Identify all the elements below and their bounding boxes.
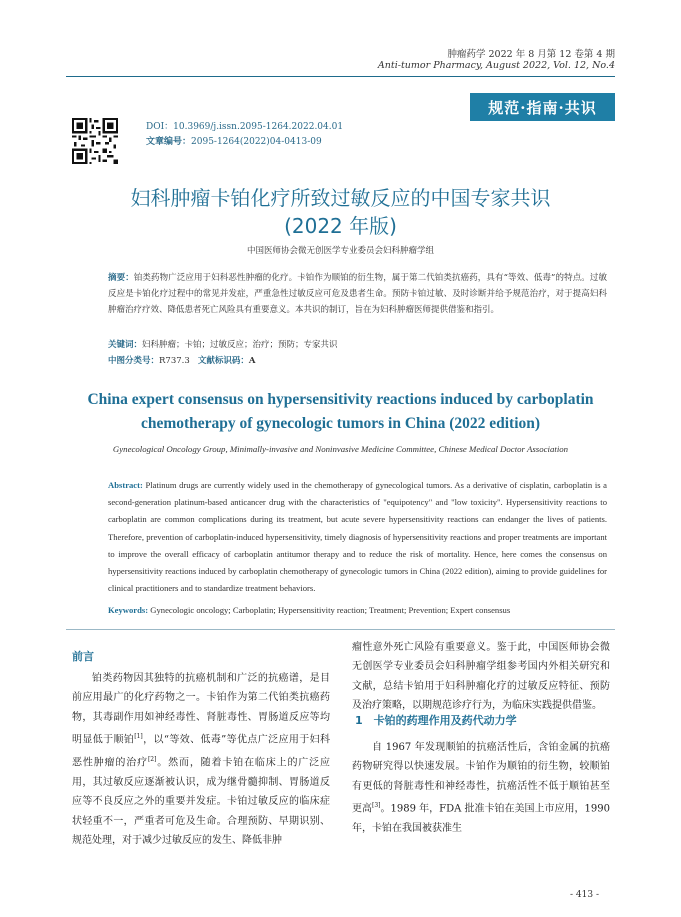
qr-code-icon[interactable] bbox=[72, 118, 118, 164]
title-cn bbox=[66, 184, 615, 240]
title-en: China expert consensus on hypersensitivity reactions induced by carboplatin chemotherapy of gynecologic tumors in China (2022 edition) bbox=[87, 391, 594, 432]
preface-continued bbox=[352, 638, 610, 716]
class-value: R737.3 bbox=[159, 356, 190, 366]
article-number-value: 2095-1264(2022)04-0413-09 bbox=[191, 137, 322, 147]
class-label: 中图分类号： bbox=[108, 356, 160, 366]
abstract-cn-text: 铂类药物广泛应用于妇科恶性肿瘤的化疗。卡铂作为顺铂的衍生物，属于第二代铂类抗癌药，具有“等效、低毒”的特点。过敏反应是卡铂化疗过程中的常见并发症，严重急性过敏反应可危及患者生命。预防卡铂过敏、及时诊断并给予规范治疗，对于提高妇科肿瘤治疗疗效、降低患者死亡风险具有重要意义。本共识的制订，旨在为妇科肿瘤医师提供借鉴和指引。 bbox=[108, 273, 607, 315]
doi[interactable]: DOI：10.3969/j.issn.2095-1264.2022.04.01 bbox=[146, 122, 344, 132]
doc-code-label: 文献标识码： bbox=[197, 356, 249, 366]
journal-header-en: Anti-tumor Pharmacy, August 2022, Vol. 12, No.4 bbox=[377, 60, 615, 71]
page-number: - 413 - bbox=[570, 890, 599, 900]
preface-continued-paragraph: 瘤性意外死亡风险有重要意义。鉴于此，中国医师协会微无创医学专业委员会妇科肿瘤学组参考国内外相关研究和文献，总结卡铂用于妇科肿瘤化疗的过敏反应特征、预防及治疗策略，以期规范诊疗行为，为临床实践提供借鉴。 bbox=[352, 642, 610, 712]
abstract-en-label: Abstract: bbox=[108, 480, 143, 490]
section-1-text-a: 自 1967 年发现顺铂的抗癌活性后，含铂金属的抗癌药物研究得以快速发展。卡铂作为顺铂的衍生物，较顺铂有更低的肾脏毒性和神经毒性，抗癌活性不低于顺铂甚至更高 bbox=[352, 742, 610, 815]
header-rule bbox=[66, 76, 615, 77]
preface-text-b: ，以“等效、低毒”等优点广泛应用于妇科恶性肿瘤的治疗 bbox=[72, 734, 331, 769]
keywords-en-label: Keywords: bbox=[108, 605, 149, 615]
preface-text-a: 铂类药物因其独特的抗癌机制和广泛的抗癌谱，是目前应用最广的化疗药物之一。卡铂作为第二代铂类抗癌药物，其毒副作用如神经毒性、肾脏毒性、胃肠道反应等均明显低于顺铂 bbox=[72, 673, 330, 746]
keywords-cn bbox=[108, 337, 607, 353]
citation-1[interactable]: [1] bbox=[134, 733, 143, 741]
doc-code-value: A bbox=[248, 356, 256, 366]
section-1-heading: 1 卡铂的药理作用及药代动力学 bbox=[355, 714, 517, 727]
title-cn-line1: 妇科肿瘤卡铂化疗所致过敏反应的中国专家共识 bbox=[130, 186, 551, 210]
keywords-en bbox=[108, 605, 607, 615]
journal-header-cn: 肿瘤药学 2022 年 8 月第 12 卷第 4 期 bbox=[447, 49, 615, 60]
preface-heading: 前言 bbox=[72, 650, 94, 663]
category-banner: 规范·指南·共识 bbox=[470, 93, 615, 121]
keywords-cn-text: 妇科肿瘤；卡铂；过敏反应；治疗；预防；专家共识 bbox=[142, 340, 338, 350]
organization-en: Gynecological Oncology Group, Minimally-invasive and Noninvasive Medicine Committee, Chinese Medical Doctor Association bbox=[112, 444, 569, 454]
keywords-en-text: Gynecologic oncology; Carboplatin; Hypersensitivity reaction; Treatment; Prevention; Expert consensus bbox=[150, 605, 511, 615]
keywords-cn-label: 关键词： bbox=[108, 340, 143, 350]
citation-3[interactable]: [3] bbox=[372, 802, 381, 810]
abstract-cn-label: 摘要： bbox=[108, 273, 134, 283]
organization-cn: 中国医师协会微无创医学专业委员会妇科肿瘤学组 bbox=[246, 246, 434, 256]
abstract-en-text: Platinum drugs are currently widely used in the chemotherapy of gynecological tumors. As a derivative of cisplatin, carboplatin is a second-generation platinum-based anticancer drug with the characteristics of "equipotency" and "low toxicity". Hypersensitivity reactions to carboplatin are common complications during its treatment, but acute severe hypersensitivity reactions can endanger the lives of patients. Therefore, prevention of carboplatin-induced hypersensitivity, timely diagnosis of hypersensitivity reactions and proper treatments are important to improve the overall efficacy of carboplatin antitumor therapy and to reduce the risk of mortality. Hence, here comes the consensus on hypersensitivity reactions induced by carboplatin chemotherapy of gynecologic tumors in China (2022 edition), aiming to provide guidelines for clinical practitioners and to standardize treatment behaviors. bbox=[108, 480, 608, 594]
citation-2[interactable]: [2] bbox=[147, 755, 157, 763]
section-1-body bbox=[352, 738, 610, 838]
section-divider bbox=[66, 629, 615, 630]
preface-text-c: 。然而，随着卡铂在临床上的广泛应用，其过敏反应逐渐被认识，成为继骨髓抑制、胃肠道反应等不良反应之外的重要并发症。卡铂过敏反应的临床症状轻重不一，严重者可危及生命。合理预防、早期识别、规范处理，对于减少过敏反应的发生、降低非肿 bbox=[72, 757, 331, 846]
abstract-cn bbox=[108, 270, 607, 318]
abstract-en bbox=[108, 477, 607, 597]
title-cn-line2: (2022 年版) bbox=[284, 214, 397, 238]
preface-paragraph bbox=[72, 669, 330, 850]
article-number bbox=[146, 134, 322, 147]
section-1-text-b: 。1989 年，FDA 批准卡铂在美国上市应用，1990 年，卡铂在我国被获准生 bbox=[352, 803, 611, 834]
classification bbox=[108, 353, 607, 369]
article-number-label: 文章编号： bbox=[146, 137, 192, 147]
preface-body bbox=[72, 669, 330, 850]
section-1-paragraph bbox=[352, 738, 610, 838]
